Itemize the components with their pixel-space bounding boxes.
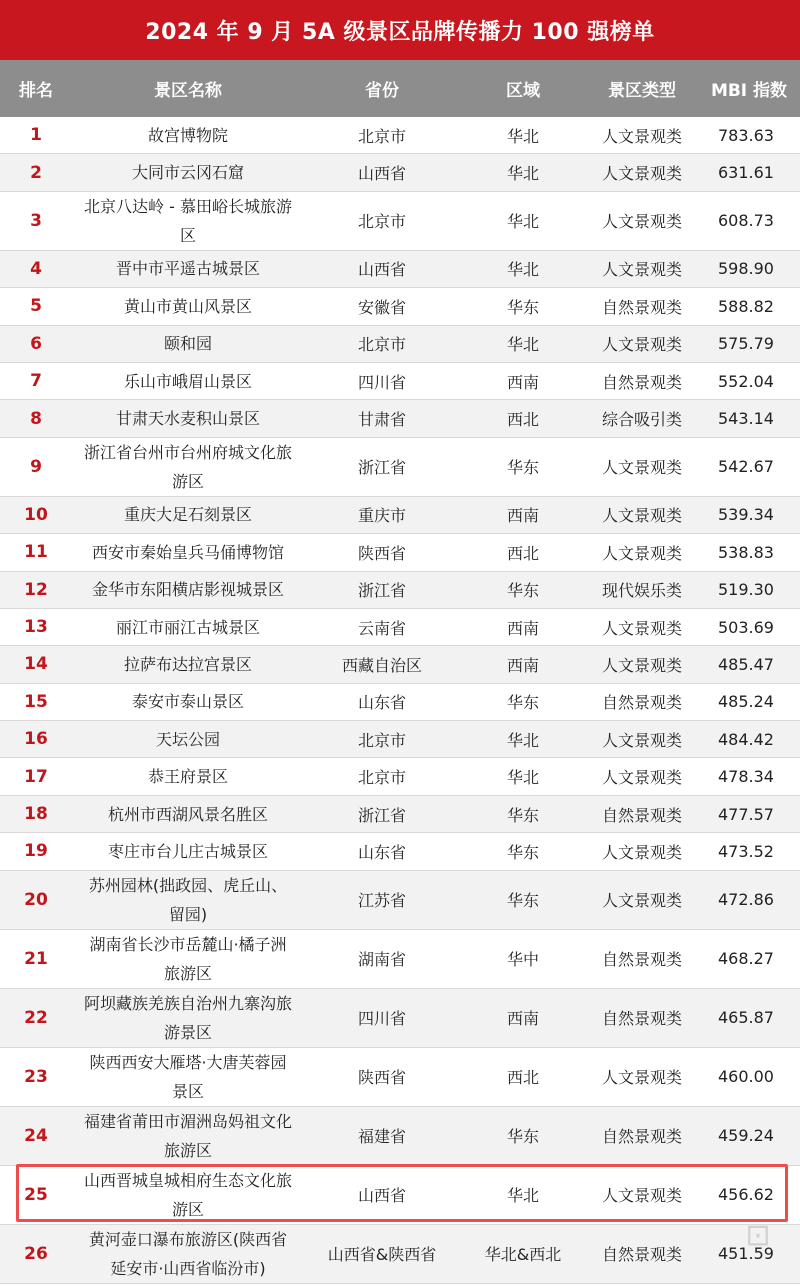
- type-cell: 自然景观类: [601, 297, 682, 317]
- region-cell: 华北: [506, 730, 539, 750]
- mbi-cell: 451.59: [718, 1244, 774, 1264]
- table-row: [0, 1048, 800, 1107]
- mbi-cell: 631.61: [718, 163, 774, 183]
- province-cell: 山东省: [357, 693, 406, 713]
- name-cell: 山西晋城皇城相府生态文化旅游区: [83, 1170, 292, 1219]
- province-cell: 云南省: [357, 618, 406, 638]
- region-cell: 华东: [506, 458, 539, 478]
- name-cell: 大同市云冈石窟: [131, 163, 244, 183]
- region-cell: 西北: [506, 1068, 539, 1088]
- type-cell: 人文景观类: [601, 768, 682, 788]
- region-cell: 华东: [506, 1127, 539, 1147]
- type-cell: 人文景观类: [601, 212, 682, 232]
- rank-cell: 1: [30, 125, 42, 146]
- type-cell: 人文景观类: [601, 655, 682, 675]
- province-cell: 江苏省: [357, 891, 406, 911]
- table-row: [0, 572, 800, 609]
- mbi-cell: 465.87: [718, 1008, 774, 1028]
- type-cell: 自然景观类: [601, 805, 682, 825]
- type-cell: 现代娱乐类: [601, 581, 682, 601]
- type-cell: 人文景观类: [601, 335, 682, 355]
- rank-cell: 22: [24, 1007, 48, 1028]
- name-cell: 苏州园林(拙政园、虎丘山、留园): [88, 875, 288, 924]
- region-cell: 华东: [506, 842, 539, 862]
- rank-cell: 4: [30, 258, 42, 279]
- mbi-cell: 519.30: [718, 580, 774, 600]
- name-cell: 枣庄市台儿庄古城景区: [107, 841, 268, 861]
- type-cell: 人文景观类: [601, 506, 682, 526]
- province-cell: 北京市: [357, 768, 406, 788]
- table-row: [0, 117, 800, 154]
- name-cell: 乐山市峨眉山景区: [123, 371, 252, 391]
- region-cell: 华东: [506, 805, 539, 825]
- type-cell: 综合吸引类: [601, 410, 682, 430]
- rank-cell: 26: [24, 1243, 48, 1264]
- type-cell: 人文景观类: [601, 164, 682, 184]
- table-row: [0, 438, 800, 497]
- province-cell: 浙江省: [357, 805, 406, 825]
- type-cell: 人文景观类: [601, 730, 682, 750]
- table-row: [0, 497, 800, 534]
- mbi-cell: 468.27: [718, 949, 774, 969]
- name-cell: 北京八达岭 - 慕田峪长城旅游区: [84, 196, 292, 245]
- province-cell: 浙江省: [357, 581, 406, 601]
- name-cell: 湖南省长沙市岳麓山·橘子洲旅游区: [89, 934, 287, 983]
- type-cell: 自然景观类: [601, 693, 682, 713]
- mbi-cell: 539.34: [718, 505, 774, 525]
- rank-cell: 21: [24, 948, 48, 969]
- province-cell: 陕西省: [357, 1068, 406, 1088]
- mbi-cell: 459.24: [718, 1126, 774, 1146]
- province-cell: 四川省: [357, 372, 406, 392]
- rank-cell: 10: [24, 504, 48, 525]
- name-cell: 重庆大足石刻景区: [123, 505, 252, 525]
- type-cell: 自然景观类: [601, 372, 682, 392]
- rank-cell: 19: [24, 841, 48, 862]
- mbi-cell: 598.90: [718, 259, 774, 279]
- name-cell: 浙江省台州市台州府城文化旅游区: [83, 442, 292, 491]
- rank-cell: 9: [30, 456, 42, 477]
- header-type: 景区类型: [608, 81, 676, 101]
- table-row: [0, 646, 800, 683]
- province-cell: 北京市: [357, 212, 406, 232]
- region-cell: 华东: [506, 297, 539, 317]
- name-cell: 天坛公园: [155, 729, 220, 749]
- province-cell: 安徽省: [357, 297, 406, 317]
- name-cell: 故宫博物院: [147, 125, 228, 145]
- rank-cell: 15: [24, 691, 48, 712]
- region-cell: 华中: [506, 950, 539, 970]
- region-cell: 华北: [506, 164, 539, 184]
- type-cell: 人文景观类: [601, 842, 682, 862]
- table-row: [0, 192, 800, 251]
- type-cell: 人文景观类: [601, 1186, 682, 1206]
- name-cell: 陕西西安大雁塔·大唐芙蓉园景区: [89, 1052, 287, 1101]
- region-cell: 华北: [506, 126, 539, 146]
- table-row: [0, 684, 800, 721]
- table-row: [0, 796, 800, 833]
- province-cell: 西藏自治区: [341, 655, 422, 675]
- type-cell: 人文景观类: [601, 891, 682, 911]
- province-cell: 山西省: [357, 260, 406, 280]
- region-cell: 华北&西北: [484, 1245, 562, 1265]
- mbi-cell: 503.69: [718, 617, 774, 637]
- region-cell: 西南: [506, 1009, 539, 1029]
- mbi-cell: 575.79: [718, 334, 774, 354]
- table-row: [0, 989, 800, 1048]
- header-name: 景区名称: [154, 81, 222, 101]
- rank-cell: 14: [24, 654, 48, 675]
- mbi-cell: 472.86: [718, 890, 774, 910]
- rank-cell: 6: [30, 333, 42, 354]
- province-cell: 山西省: [357, 1186, 406, 1206]
- header-mbi: MBI 指数: [710, 81, 788, 101]
- table-header: [0, 60, 800, 117]
- province-cell: 浙江省: [357, 458, 406, 478]
- type-cell: 人文景观类: [601, 458, 682, 478]
- region-cell: 华北: [506, 768, 539, 788]
- province-cell: 福建省: [357, 1127, 406, 1147]
- mbi-cell: 588.82: [718, 296, 774, 316]
- region-cell: 西南: [506, 655, 539, 675]
- name-cell: 甘肃天水麦积山景区: [115, 409, 260, 429]
- province-cell: 陕西省: [357, 543, 406, 563]
- table-row: [0, 534, 800, 571]
- rank-cell: 8: [30, 408, 42, 429]
- province-cell: 四川省: [357, 1009, 406, 1029]
- rank-cell: 18: [24, 804, 48, 825]
- mbi-cell: 456.62: [718, 1185, 774, 1205]
- name-cell: 拉萨布达拉宫景区: [123, 654, 252, 674]
- name-cell: 丽江市丽江古城景区: [115, 617, 260, 637]
- name-cell: 晋中市平遥古城景区: [115, 259, 260, 279]
- region-cell: 华北: [506, 335, 539, 355]
- province-cell: 甘肃省: [357, 410, 406, 430]
- province-cell: 北京市: [357, 126, 406, 146]
- rank-cell: 12: [24, 579, 48, 600]
- region-cell: 西南: [506, 372, 539, 392]
- mbi-cell: 543.14: [718, 409, 774, 429]
- type-cell: 人文景观类: [601, 543, 682, 563]
- name-cell: 西安市秦始皇兵马俑博物馆: [91, 542, 284, 562]
- mbi-cell: 460.00: [718, 1067, 774, 1087]
- type-cell: 人文景观类: [601, 260, 682, 280]
- type-cell: 自然景观类: [601, 950, 682, 970]
- mbi-cell: 552.04: [718, 371, 774, 391]
- region-cell: 西南: [506, 506, 539, 526]
- region-cell: 西北: [506, 410, 539, 430]
- mbi-cell: 542.67: [718, 457, 774, 477]
- type-cell: 人文景观类: [601, 1068, 682, 1088]
- name-cell: 颐和园: [163, 334, 212, 354]
- table-body: [0, 117, 800, 1284]
- rank-cell: 5: [30, 296, 42, 317]
- type-cell: 自然景观类: [601, 1245, 682, 1265]
- name-cell: 杭州市西湖风景名胜区: [107, 804, 268, 824]
- rank-cell: 25: [24, 1184, 48, 1205]
- rank-cell: 3: [30, 210, 42, 231]
- mbi-cell: 485.47: [718, 654, 774, 674]
- name-cell: 阿坝藏族羌族自治州九寨沟旅游景区: [83, 993, 292, 1042]
- mbi-cell: 478.34: [718, 767, 774, 787]
- rank-cell: 16: [24, 729, 48, 750]
- region-cell: 西北: [506, 543, 539, 563]
- table-row: [0, 326, 800, 363]
- mbi-cell: 484.42: [718, 729, 774, 749]
- mbi-cell: 608.73: [718, 211, 774, 231]
- rank-cell: 24: [24, 1125, 48, 1146]
- province-cell: 湖南省: [357, 950, 406, 970]
- watermark-icon: ⊡: [745, 1218, 771, 1253]
- province-cell: 山西省: [357, 164, 406, 184]
- header-province: 省份: [365, 81, 399, 101]
- rank-cell: 7: [30, 371, 42, 392]
- table-row: [0, 930, 800, 989]
- rank-cell: 23: [24, 1066, 48, 1087]
- highlight-frame: [16, 1164, 788, 1222]
- mbi-cell: 538.83: [718, 542, 774, 562]
- rank-cell: 17: [24, 766, 48, 787]
- mbi-cell: 473.52: [718, 841, 774, 861]
- mbi-cell: 485.24: [718, 692, 774, 712]
- province-cell: 山西省&陕西省: [327, 1245, 437, 1265]
- name-cell: 黄河壶口瀑布旅游区(陕西省延安市·山西省临汾市): [88, 1229, 288, 1278]
- name-cell: 恭王府景区: [147, 767, 228, 787]
- table-row: [0, 400, 800, 437]
- region-cell: 西南: [506, 618, 539, 638]
- header-rank: 排名: [19, 81, 53, 101]
- type-cell: 自然景观类: [601, 1009, 682, 1029]
- province-cell: 北京市: [357, 730, 406, 750]
- table-row: [0, 1107, 800, 1166]
- table-row: [0, 871, 800, 930]
- name-cell: 黄山市黄山风景区: [123, 296, 252, 316]
- name-cell: 泰安市泰山景区: [131, 692, 244, 712]
- page-title: 2024 年 9 月 5A 级景区品牌传播力 100 强榜单: [0, 0, 800, 60]
- province-cell: 重庆市: [357, 506, 406, 526]
- region-cell: 华东: [506, 693, 539, 713]
- region-cell: 华北: [506, 212, 539, 232]
- rank-cell: 20: [24, 889, 48, 910]
- region-cell: 华东: [506, 891, 539, 911]
- table-row: [0, 721, 800, 758]
- table-row: [0, 154, 800, 191]
- name-cell: 金华市东阳横店影视城景区: [91, 580, 284, 600]
- table-row: [0, 1225, 800, 1284]
- name-cell: 福建省莆田市湄洲岛妈祖文化旅游区: [83, 1111, 292, 1160]
- province-cell: 山东省: [357, 842, 406, 862]
- region-cell: 华东: [506, 581, 539, 601]
- rank-cell: 11: [24, 542, 48, 563]
- table-row: [0, 758, 800, 795]
- table-row: [0, 363, 800, 400]
- mbi-cell: 783.63: [718, 125, 774, 145]
- region-cell: 华北: [506, 1186, 539, 1206]
- table-row: [0, 833, 800, 870]
- table-row: [0, 288, 800, 325]
- type-cell: 人文景观类: [601, 126, 682, 146]
- rank-cell: 13: [24, 617, 48, 638]
- type-cell: 人文景观类: [601, 618, 682, 638]
- header-region: 区域: [506, 81, 540, 101]
- region-cell: 华北: [506, 260, 539, 280]
- mbi-cell: 477.57: [718, 804, 774, 824]
- type-cell: 自然景观类: [601, 1127, 682, 1147]
- rank-cell: 2: [30, 162, 42, 183]
- table-row: [0, 609, 800, 646]
- province-cell: 北京市: [357, 335, 406, 355]
- table-row: [0, 251, 800, 288]
